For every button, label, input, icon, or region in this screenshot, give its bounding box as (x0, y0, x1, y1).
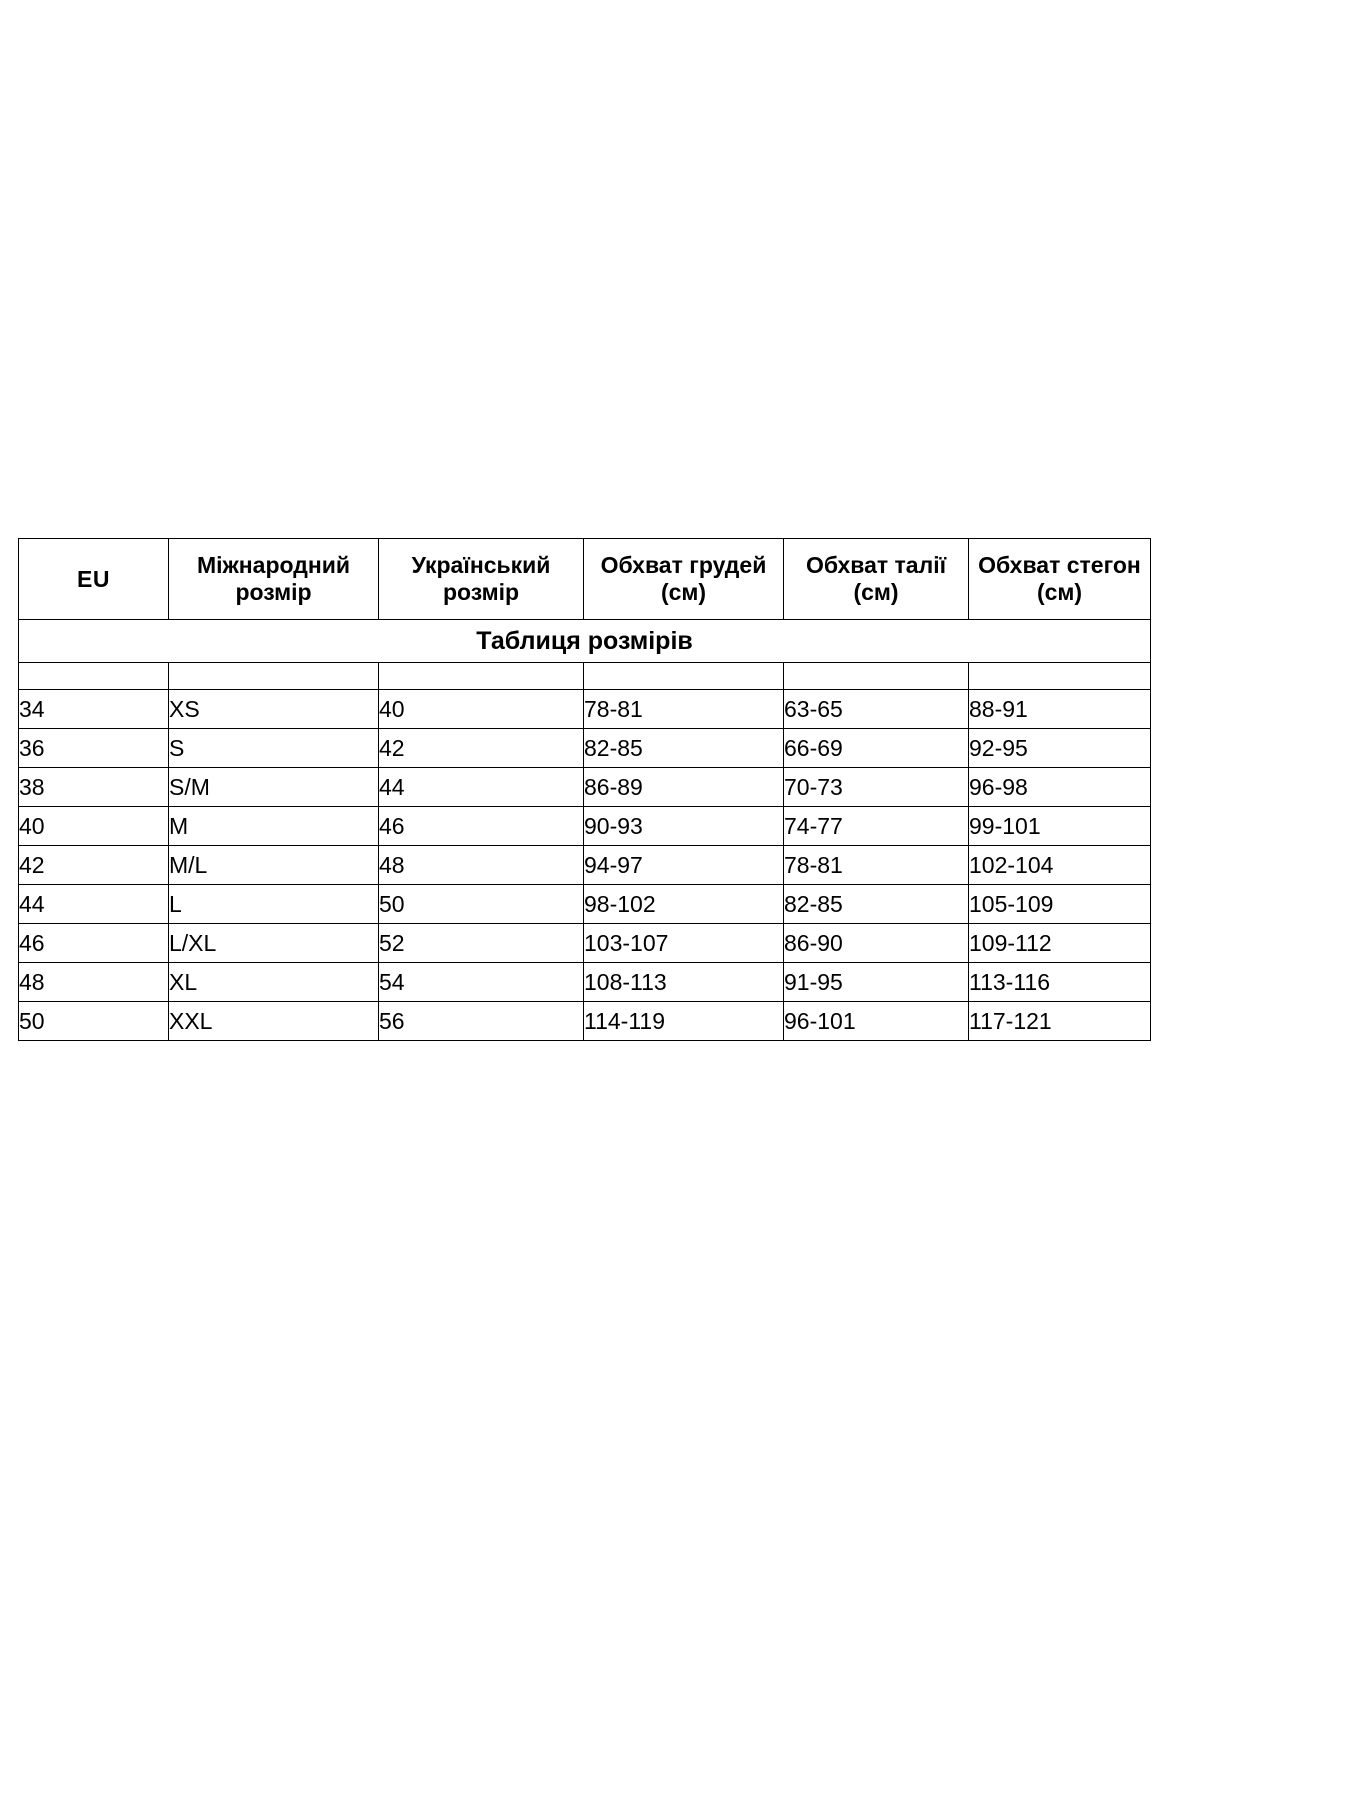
cell-ukrainian-size: 42 (379, 729, 584, 768)
cell-eu: 40 (19, 807, 169, 846)
cell-waist: 86-90 (784, 924, 969, 963)
cell-eu: 34 (19, 690, 169, 729)
table-row (19, 846, 1151, 885)
spacer-cell-2 (169, 663, 379, 690)
cell-hips: 88-91 (969, 690, 1151, 729)
cell-international-size: XXL (169, 1002, 379, 1041)
cell-international-size: M (169, 807, 379, 846)
cell-chest: 90-93 (584, 807, 784, 846)
cell-eu: 44 (19, 885, 169, 924)
size-table (18, 538, 1151, 1041)
cell-waist: 74-77 (784, 807, 969, 846)
cell-ukrainian-size: 48 (379, 846, 584, 885)
cell-hips: 102-104 (969, 846, 1151, 885)
cell-eu: 48 (19, 963, 169, 1002)
table-header-row (19, 539, 1151, 620)
cell-ukrainian-size: 40 (379, 690, 584, 729)
spacer-cell-4 (584, 663, 784, 690)
cell-chest: 82-85 (584, 729, 784, 768)
cell-ukrainian-size: 46 (379, 807, 584, 846)
cell-ukrainian-size: 56 (379, 1002, 584, 1041)
column-header-eu: EU (19, 539, 169, 620)
table-row (19, 1002, 1151, 1041)
cell-waist: 63-65 (784, 690, 969, 729)
cell-chest: 114-119 (584, 1002, 784, 1041)
cell-waist: 78-81 (784, 846, 969, 885)
cell-international-size: M/L (169, 846, 379, 885)
cell-hips: 96-98 (969, 768, 1151, 807)
cell-hips: 92-95 (969, 729, 1151, 768)
cell-hips: 113-116 (969, 963, 1151, 1002)
cell-international-size: XL (169, 963, 379, 1002)
cell-chest: 86-89 (584, 768, 784, 807)
cell-waist: 66-69 (784, 729, 969, 768)
cell-waist: 82-85 (784, 885, 969, 924)
table-row (19, 768, 1151, 807)
cell-hips: 109-112 (969, 924, 1151, 963)
table-row (19, 885, 1151, 924)
table-spacer-row (19, 663, 1151, 690)
cell-hips: 99-101 (969, 807, 1151, 846)
table-header (19, 539, 1151, 620)
cell-ukrainian-size: 50 (379, 885, 584, 924)
cell-waist: 96-101 (784, 1002, 969, 1041)
cell-chest: 94-97 (584, 846, 784, 885)
table-title-row (19, 620, 1151, 663)
cell-eu: 50 (19, 1002, 169, 1041)
cell-eu: 42 (19, 846, 169, 885)
column-header-chest: Обхват грудей (см) (584, 539, 784, 620)
table-row (19, 924, 1151, 963)
column-header-hips: Обхват стегон (см) (969, 539, 1151, 620)
cell-eu: 38 (19, 768, 169, 807)
cell-chest: 78-81 (584, 690, 784, 729)
column-header-international-size: Міжнародний розмір (169, 539, 379, 620)
cell-international-size: L (169, 885, 379, 924)
cell-chest: 98-102 (584, 885, 784, 924)
table-row (19, 807, 1151, 846)
spacer-cell-5 (784, 663, 969, 690)
table-row (19, 963, 1151, 1002)
size-chart-sheet (18, 538, 1150, 1041)
spacer-cell-6 (969, 663, 1151, 690)
spacer-cell-1 (19, 663, 169, 690)
cell-international-size: L/XL (169, 924, 379, 963)
cell-international-size: S/M (169, 768, 379, 807)
table-row (19, 690, 1151, 729)
cell-eu: 36 (19, 729, 169, 768)
cell-ukrainian-size: 54 (379, 963, 584, 1002)
cell-international-size: S (169, 729, 379, 768)
column-header-waist: Обхват талії (см) (784, 539, 969, 620)
cell-waist: 91-95 (784, 963, 969, 1002)
column-header-ukrainian-size: Український розмір (379, 539, 584, 620)
table-title: Таблиця розмірів (19, 620, 1151, 663)
cell-hips: 105-109 (969, 885, 1151, 924)
cell-chest: 108-113 (584, 963, 784, 1002)
table-body (19, 690, 1151, 1041)
cell-ukrainian-size: 52 (379, 924, 584, 963)
cell-eu: 46 (19, 924, 169, 963)
cell-ukrainian-size: 44 (379, 768, 584, 807)
table-row (19, 729, 1151, 768)
cell-chest: 103-107 (584, 924, 784, 963)
cell-hips: 117-121 (969, 1002, 1151, 1041)
cell-international-size: XS (169, 690, 379, 729)
spacer-cell-3 (379, 663, 584, 690)
cell-waist: 70-73 (784, 768, 969, 807)
